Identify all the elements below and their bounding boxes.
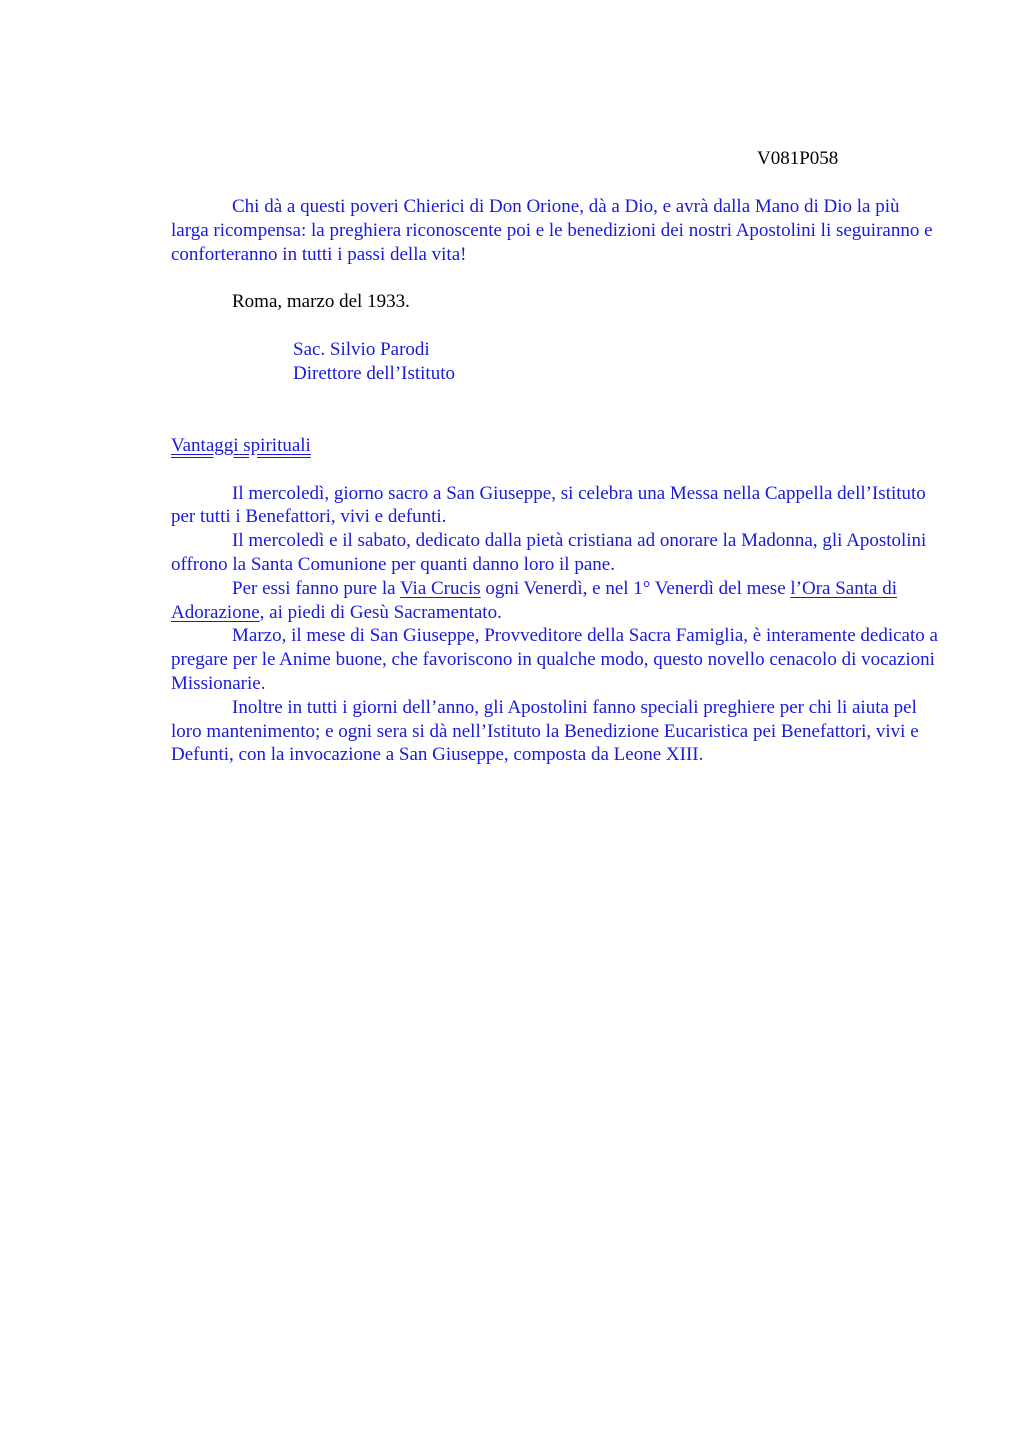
- place-date: Roma, marzo del 1933.: [232, 291, 410, 313]
- signature-block: [171, 338, 941, 386]
- paragraph-wednesday-mass: Il mercoledì, giorno sacro a San Giuseppe, si celebra una Messa nella Cappella dell’Istituto per tutti i Benefattori, vivi e defunti.: [171, 482, 926, 528]
- paragraph-text: , ai piedi di Gesù Sacramentato.: [259, 601, 502, 623]
- signature-role: Direttore dell’Istituto: [293, 362, 455, 384]
- section-heading-text: Vantaggi spirituali: [171, 434, 311, 456]
- ora-santa-link[interactable]: l’Ora Santa di Adorazione: [171, 577, 897, 623]
- document-body: [171, 195, 941, 767]
- paragraph-march: Marzo, il mese di San Giuseppe, Provveditore della Sacra Famiglia, è interamente dedicato a pregare per le Anime buone, che favoriscono in qualche modo, questo novello cenacolo di vocazioni Missionarie.: [171, 625, 938, 694]
- paragraph-text: Per essi fanno pure la: [232, 577, 400, 599]
- paragraph-text: ogni Venerdì, e nel 1° Venerdì del mese: [480, 577, 791, 599]
- paragraph-communion: Il mercoledì e il sabato, dedicato dalla pietà cristiana ad onorare la Madonna, gli Apostolini offrono la Santa Comunione per quanti danno loro il pane.: [171, 530, 927, 575]
- section-heading: [171, 434, 941, 458]
- page-code: V081P058: [757, 148, 839, 169]
- signature-name: Sac. Silvio Parodi: [293, 339, 430, 361]
- intro-paragraph: Chi dà a questi poveri Chierici di Don Orione, dà a Dio, e avrà dalla Mano di Dio la più larga ricompensa: la preghiera riconoscente poi e le benedizioni dei nostri Apostolini li seguiranno e conforteranno in tutti i passi della vita!: [171, 196, 933, 265]
- paragraph-daily-prayers: Inoltre in tutti i giorni dell’anno, gli Apostolini fanno speciali preghiere per chi li aiuta pel loro mantenimento; e ogni sera si dà nell’Istituto la Benedizione Eucaristica pei Benefattori, vivi e Defunti, con la invocazione a San Giuseppe, composta da Leone XIII.: [171, 696, 919, 766]
- paragraph-via-crucis: [171, 577, 941, 625]
- via-crucis-link[interactable]: Via Crucis: [399, 577, 481, 599]
